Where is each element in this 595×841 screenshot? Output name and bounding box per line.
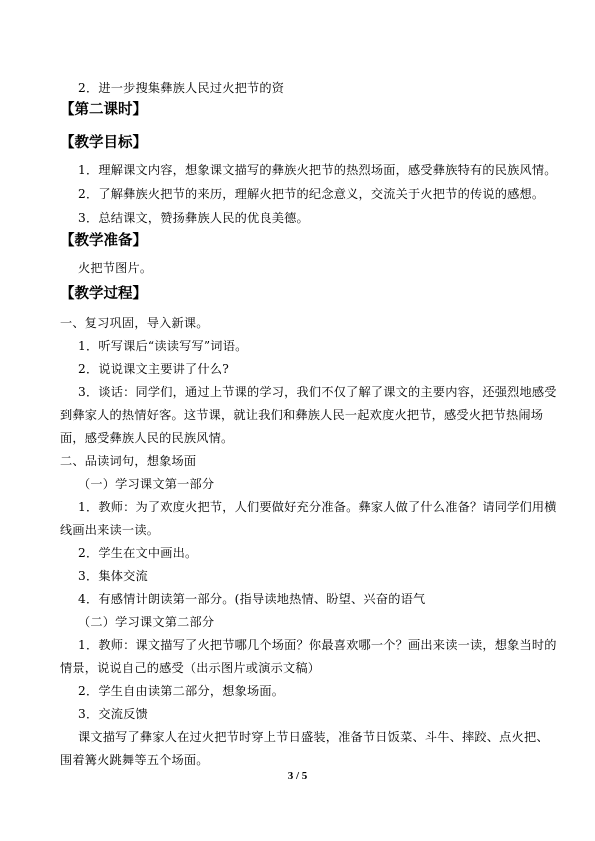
text-line: 3．集体交流	[78, 569, 148, 583]
text-line: 3．交流反馈	[78, 707, 148, 721]
text-line: 1．教师：为了欢度火把节，人们要做好充分准备。彝家人做了什么准备？请同学们用横	[78, 500, 557, 514]
page-number: 3 / 5	[287, 770, 308, 782]
text-line: （一）学习课文第一部分	[78, 477, 215, 491]
text-line: 3．总结课文，赞扬彝族人民的优良美德。	[78, 211, 309, 225]
text-line: 3．谈话：同学们，通过上节课的学习，我们不仅了解了课文的主要内容，还强烈地感受	[78, 385, 557, 399]
text-line: 面，感受彝族人民的民族风情。	[60, 431, 234, 445]
text-line: 一、复习巩固，导入新课。	[60, 316, 209, 330]
text-line: 二、品读词句，想象场面	[60, 454, 197, 468]
text-line: 1．理解课文内容，想象课文描写的彝族火把节的热烈场面，感受彝族特有的民族风情。	[78, 163, 557, 177]
section-heading: 【教学准备】	[60, 233, 147, 249]
text-line: 课文描写了彝家人在过火把节时穿上节日盛装，准备节日饭菜、斗牛、摔跤、点火把、	[78, 730, 549, 744]
text-line: 情景，说说自己的感受（出示图片或演示文稿）	[60, 661, 321, 675]
text-line: 2．了解彝族火把节的来历，理解火把节的纪念意义，交流关于火把节的传说的感想。	[78, 187, 545, 201]
text-line: 2．进一步搜集彝族人民过火把节的资	[78, 81, 285, 95]
text-line: 2．学生在文中画出。	[78, 546, 198, 560]
text-line: 2．说说课文主要讲了什么?	[78, 362, 229, 376]
text-line: 火把节图片。	[78, 261, 153, 275]
text-line: （二）学习课文第二部分	[78, 615, 215, 629]
section-heading: 【第二课时】	[60, 102, 147, 118]
text-line: 1．教师：课文描写了火把节哪几个场面？你最喜欢哪一个？画出来读一读，想象当时的	[78, 638, 557, 652]
text-line: 到彝家人的热情好客。这节课，就让我们和彝族人民一起欢度火把节，感受火把节热闹场	[60, 408, 544, 422]
text-line: 线画出来读一读。	[60, 523, 160, 537]
section-heading: 【教学目标】	[60, 135, 147, 151]
text-line: 2．学生自由读第二部分，想象场面。	[78, 684, 285, 698]
text-line: 1．听写课后“读读写写”词语。	[78, 339, 248, 353]
text-line: 4．有感情计朗读第一部分。(指导读地热情、盼望、兴奋的语气	[78, 592, 426, 606]
section-heading: 【教学过程】	[60, 286, 147, 302]
text-line: 围着篝火跳舞等五个场面。	[60, 753, 209, 767]
